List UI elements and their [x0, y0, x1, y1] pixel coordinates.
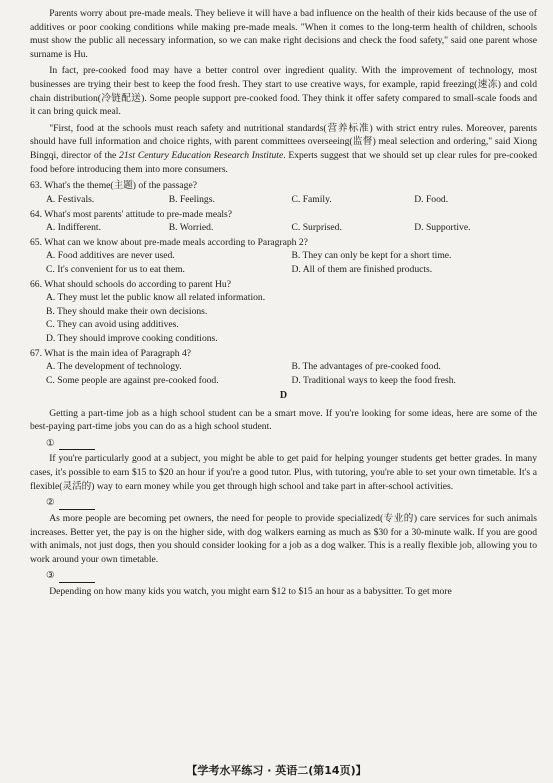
- answer-options: [30, 249, 537, 276]
- answer-option[interactable]: D. All of them are finished products.: [291, 263, 433, 275]
- answer-option[interactable]: B. They should make their own decisions.: [46, 305, 208, 317]
- question-stem: 65. What can we know about pre-made meals according to Paragraph 2?: [30, 236, 308, 248]
- answer-option[interactable]: A. Food additives are never used.: [46, 250, 175, 262]
- answer-option[interactable]: D. They should improve cooking conditions.: [46, 333, 218, 345]
- blank-2-line: [59, 499, 95, 510]
- blank-3[interactable]: [46, 569, 537, 583]
- blank-3-number: ③: [46, 570, 55, 582]
- question-65: [30, 236, 537, 277]
- passage-paragraph-1: Parents worry about pre-made meals. They believe it will have a bad influence on the health of their kids because of the use of additives or poor cooking conditions while making pre-made meals. "When it comes to the long-term health of children, schools must show the public all necessary information, so we can make right decisions and check the food safety," said one parent whose surname is Hu.: [30, 8, 537, 60]
- answer-option[interactable]: A. Indifferent.: [46, 222, 101, 234]
- blank-2[interactable]: [46, 496, 537, 510]
- answer-option[interactable]: C. Family.: [291, 193, 332, 205]
- answer-option[interactable]: D. Supportive.: [414, 222, 471, 234]
- answer-option[interactable]: C. They can avoid using additives.: [46, 319, 179, 331]
- passage-d-paragraph-2: As more people are becoming pet owners, the need for people to provide specialized(专业的) care services for such animals increases. Better yet, the pay is on the higher side, with dog walkers earning as much as $30 for a 30-minute walk. If you are good with animals, not just dogs, then you should consider looking for a job as a dog walker. This is a really flexible job, allowing you to work around your own timetable.: [30, 512, 537, 565]
- passage-paragraph-3: [30, 122, 537, 176]
- blank-1[interactable]: [46, 437, 537, 451]
- question-stem: 66. What should schools do according to parent Hu?: [30, 278, 231, 290]
- answer-option[interactable]: A. They must let the public know all related information.: [46, 292, 266, 304]
- answer-options: [30, 193, 537, 207]
- page-footer: 【学考水平练习 · 英语二(第14页)】: [186, 764, 367, 778]
- passage-d-paragraph-3: Depending on how many kids you watch, you might earn $12 to $15 an hour as a babysitter. To get more: [49, 585, 452, 597]
- blank-1-line: [59, 439, 95, 450]
- answer-option[interactable]: C. Some people are against pre-cooked food.: [46, 374, 219, 386]
- answer-options: [30, 291, 537, 345]
- answer-option[interactable]: B. The advantages of pre-cooked food.: [291, 361, 441, 373]
- passage-c: [30, 7, 537, 176]
- question-stem: 67. What is the main idea of Paragraph 4?: [30, 347, 191, 359]
- question-64: [30, 208, 537, 235]
- blank-2-number: ②: [46, 497, 55, 509]
- passage-d-intro: Getting a part-time job as a high school student can be a smart move. If you're looking for some ideas, here are some of the best-paying part-time jobs you can do as a high school student.: [30, 407, 537, 433]
- answer-options: [30, 360, 537, 387]
- answer-option[interactable]: B. Worried.: [168, 222, 214, 234]
- answer-option[interactable]: A. The development of technology.: [46, 361, 182, 373]
- question-stem: 63. What's the theme(主题) of the passage?: [30, 180, 197, 192]
- question-66: [30, 278, 537, 346]
- answer-option[interactable]: C. It's convenient for us to eat them.: [46, 263, 185, 275]
- question-stem: 64. What's most parents' attitude to pre-made meals?: [30, 208, 233, 220]
- question-63: [30, 179, 537, 206]
- question-list: [30, 179, 537, 387]
- passage-d-paragraph-1: If you're particularly good at a subject, you might be able to get paid for helping younger students get better grades. In many cases, it's possible to earn $15 to $20 an hour if you're a good tutor. Plus, with tutoring, you're able to set your own timetable. It's a flexible(灵活的) way to earn money while you get through high school and take part in after-school activities.: [30, 453, 537, 492]
- blank-1-number: ①: [46, 437, 55, 449]
- answer-option[interactable]: C. Surprised.: [291, 222, 342, 234]
- institute-name: 21st Century Education Research Institute: [119, 150, 284, 162]
- paragraph-3-text-a: "First, food at the schools must reach safety and nutritional standards(营养标准) with strict entry rules. Moreover, parents should have full information and choice rights, with parent committees overseeing(监督) meal selection and ordering," said Xiong Bingqi, director of the: [30, 122, 537, 162]
- passage-d: [30, 407, 537, 599]
- passage-paragraph-2: In fact, pre-cooked food may have a better control over ingredient quality. With the improvement of technology, most businesses are trying their best to keep the food fresh. They start to use creative ways, for example, rapid freezing(速冻) and cold chain distribution(冷链配送). Some people support pre-cooked food. They think it offer safety compared to small-scale foods and it can bring quick meal.: [30, 65, 537, 118]
- blank-3-line: [59, 572, 95, 583]
- answer-option[interactable]: D. Food.: [414, 193, 449, 205]
- answer-option[interactable]: A. Festivals.: [46, 193, 95, 205]
- answer-option[interactable]: D. Traditional ways to keep the food fresh.: [291, 374, 456, 386]
- answer-option[interactable]: B. Feelings.: [168, 193, 215, 205]
- section-heading-d: D: [279, 390, 288, 402]
- question-67: [30, 347, 537, 388]
- paragraph-3-text-b: . Experts suggest that we should set up clear rules for pre-cooked food before introducing them into more consumers.: [30, 150, 537, 175]
- answer-option[interactable]: B. They can only be kept for a short time.: [291, 250, 452, 262]
- answer-options: [30, 221, 537, 235]
